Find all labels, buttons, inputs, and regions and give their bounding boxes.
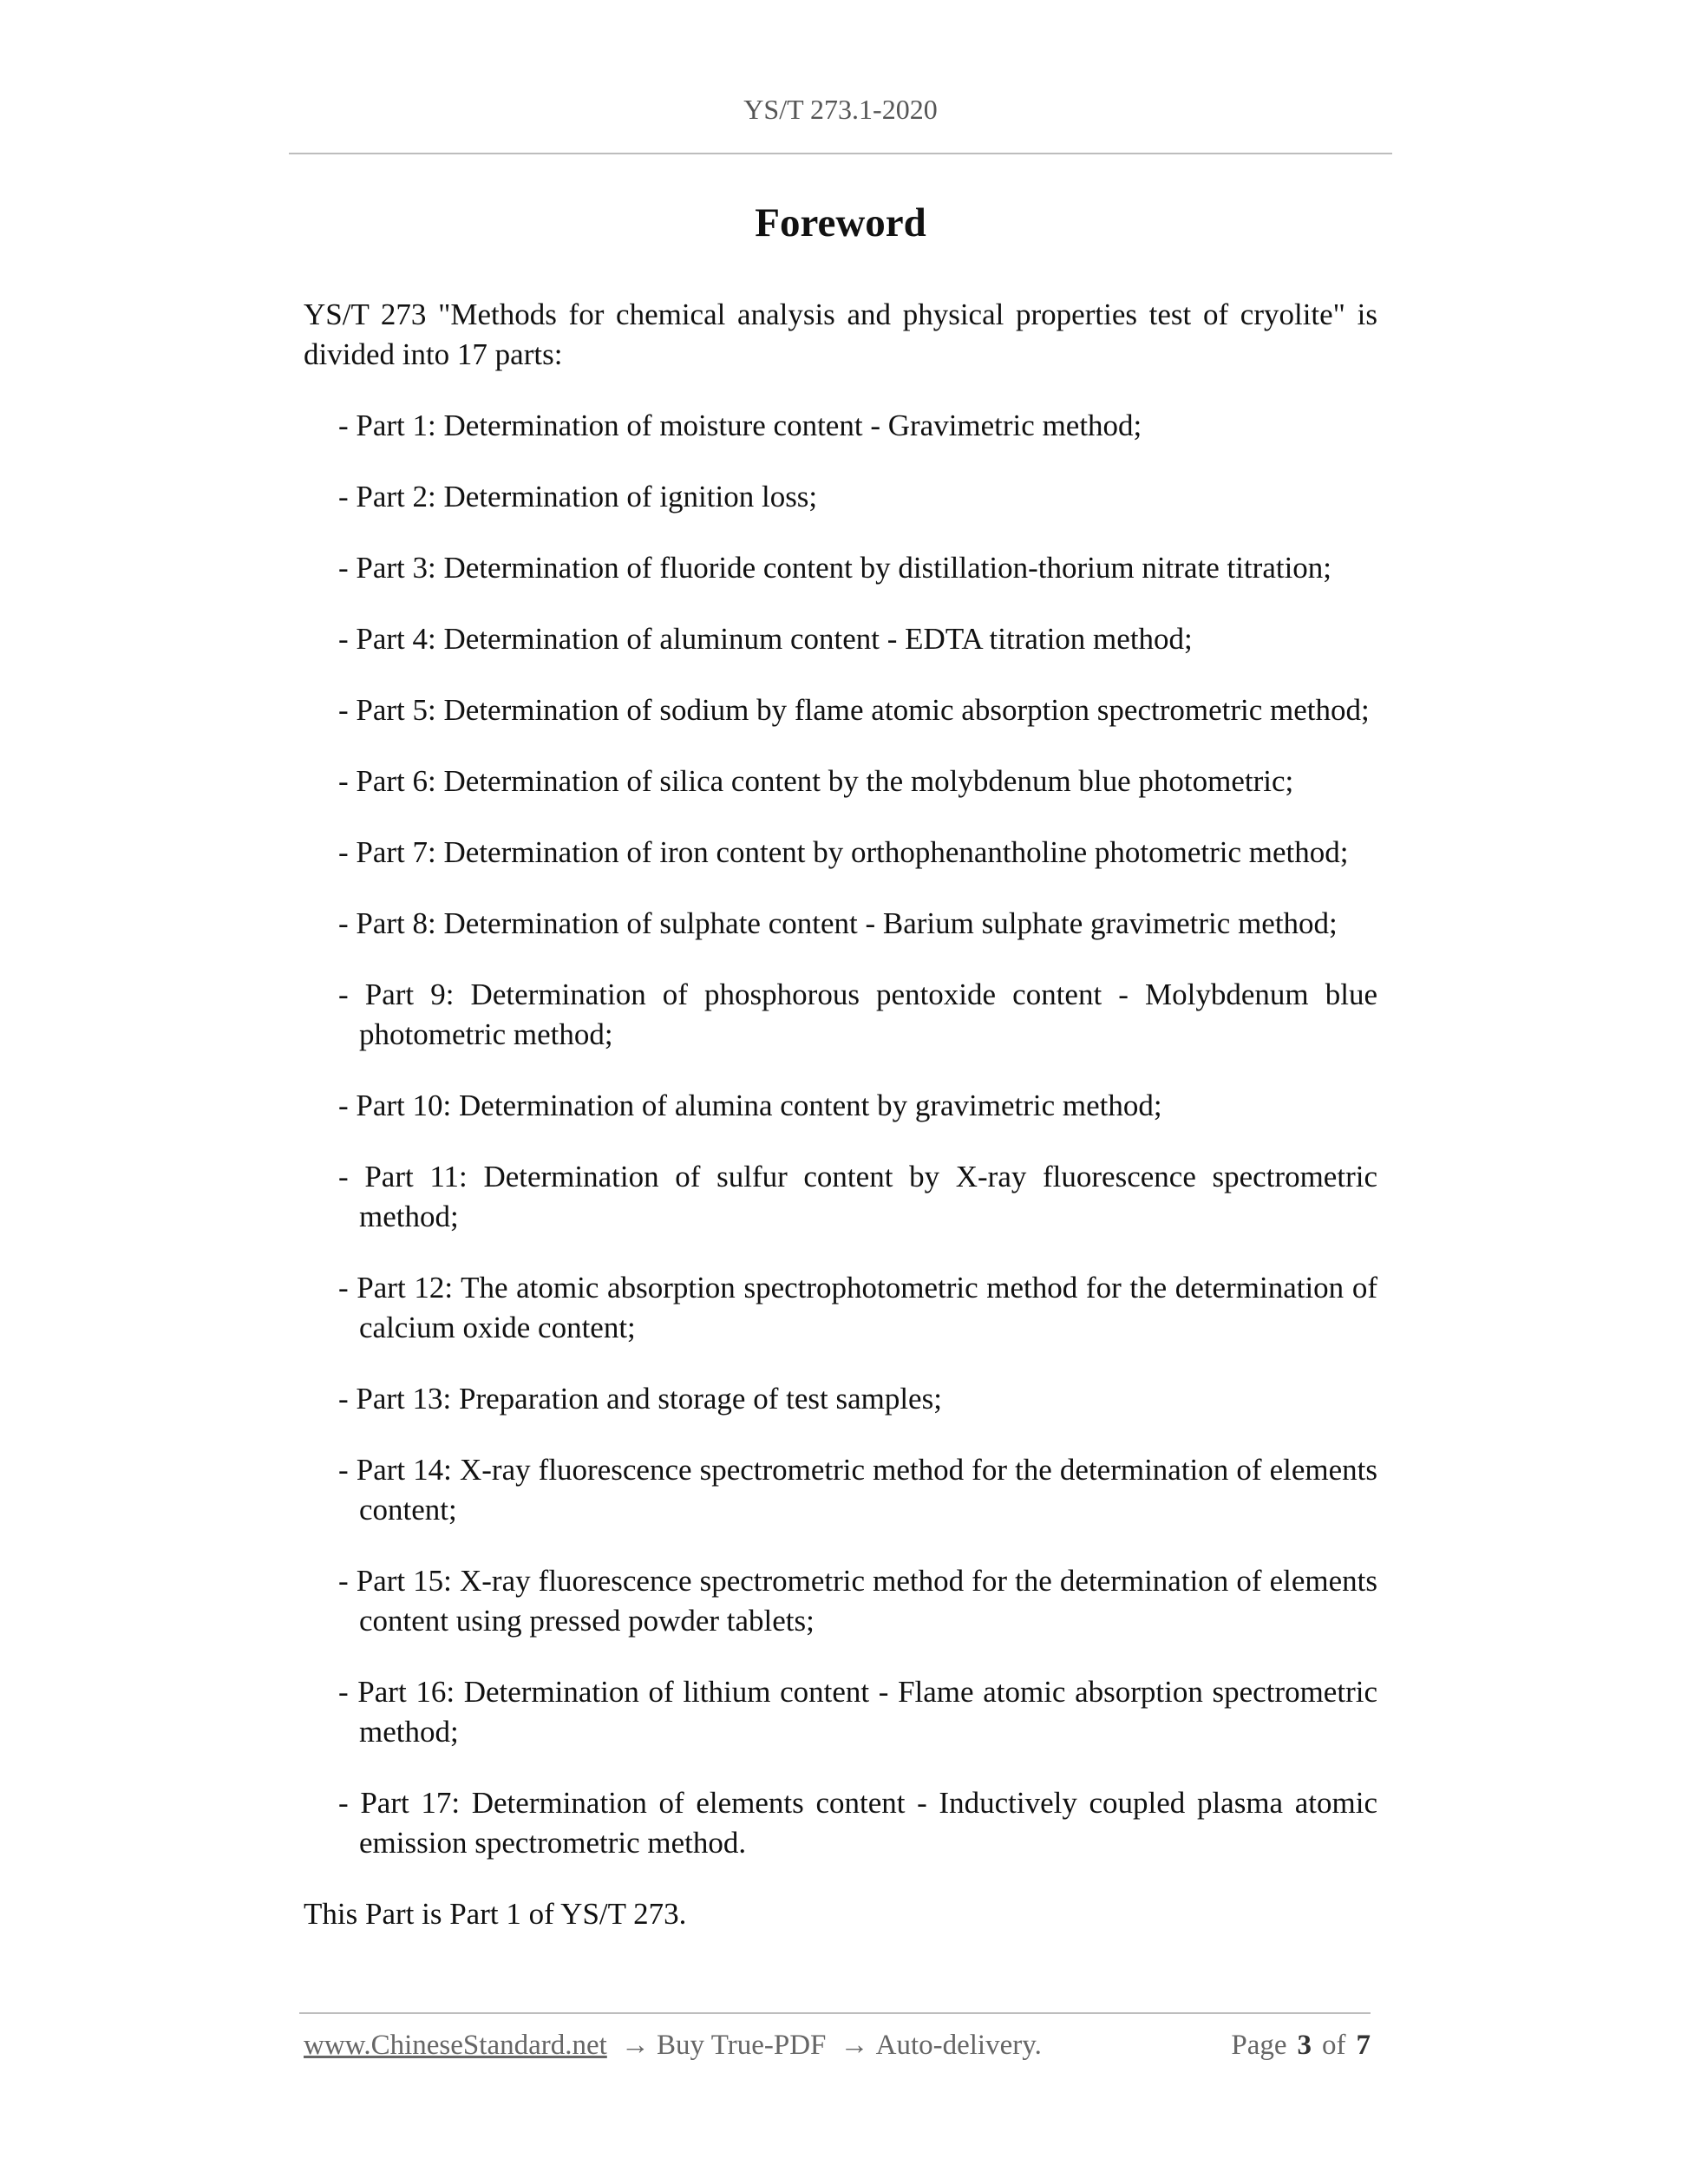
list-item: - Part 6: Determination of silica content by the molybdenum blue photometric; — [338, 764, 1294, 798]
list-item: - Part 15: X-ray fluorescence spectrometric method for the determination of elements content using pressed powder tablets; — [338, 1564, 1377, 1638]
intro-paragraph: YS/T 273 "Methods for chemical analysis and physical properties test of cryolite" is divided into 17 parts: — [304, 298, 1377, 371]
list-item: - Part 1: Determination of moisture content - Gravimetric method; — [338, 409, 1142, 442]
list-item: - Part 13: Preparation and storage of test samples; — [338, 1382, 942, 1416]
list-item: - Part 4: Determination of aluminum content - EDTA titration method; — [338, 622, 1193, 656]
list-item: - Part 16: Determination of lithium content - Flame atomic absorption spectrometric method; — [338, 1675, 1377, 1749]
list-item: - Part 5: Determination of sodium by flame atomic absorption spectrometric method; — [338, 693, 1370, 727]
list-item: - Part 11: Determination of sulfur content by X-ray fluorescence spectrometric method; — [338, 1160, 1377, 1233]
header-divider — [289, 153, 1392, 154]
list-item: - Part 14: X-ray fluorescence spectrometric method for the determination of elements content; — [338, 1453, 1377, 1527]
list-item: - Part 10: Determination of alumina content by gravimetric method; — [338, 1089, 1162, 1122]
arrow-right-icon: → — [840, 2030, 869, 2061]
list-item: - Part 9: Determination of phosphorous pentoxide content - Molybdenum blue photometric method; — [338, 978, 1377, 1051]
list-item: - Part 7: Determination of iron content by orthophenantholine photometric method; — [338, 835, 1349, 869]
parts-list — [304, 406, 1377, 1863]
page-header: YS/T 273.1-2020 — [743, 94, 938, 125]
list-item: - Part 8: Determination of sulphate content - Barium sulphate gravimetric method; — [338, 906, 1338, 940]
closing-paragraph: This Part is Part 1 of YS/T 273. — [304, 1897, 687, 1931]
buy-text: Buy True-PDF — [657, 2030, 827, 2061]
page-current: 3 — [1297, 2030, 1312, 2061]
document-body — [304, 295, 1377, 1934]
list-item: - Part 2: Determination of ignition loss; — [338, 480, 818, 513]
footer-divider — [299, 2012, 1371, 2014]
arrow-right-icon: → — [621, 2030, 651, 2061]
page-footer — [304, 2030, 1371, 2073]
page-indicator — [1231, 2030, 1371, 2062]
list-item: - Part 12: The atomic absorption spectrophotometric method for the determination of calcium oxide content; — [338, 1271, 1377, 1344]
of-label: of — [1322, 2030, 1346, 2061]
page-total: 7 — [1356, 2030, 1371, 2061]
page-title: Foreword — [755, 200, 926, 245]
list-item: - Part 17: Determination of elements content - Inductively coupled plasma atomic emission spectrometric method. — [338, 1786, 1377, 1860]
list-item: - Part 3: Determination of fluoride content by distillation-thorium nitrate titration; — [338, 551, 1332, 585]
footer-promo — [304, 2030, 1042, 2062]
page-label: Page — [1231, 2030, 1287, 2061]
delivery-text: Auto-delivery. — [875, 2030, 1042, 2061]
website-link[interactable]: www.ChineseStandard.net — [304, 2030, 607, 2061]
